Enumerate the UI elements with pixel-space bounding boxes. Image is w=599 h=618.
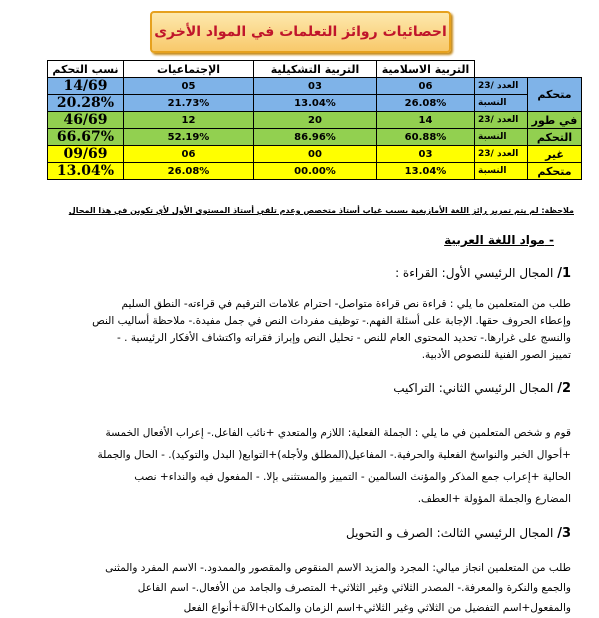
section-title: مواد اللغة العربية: [444, 233, 545, 247]
value-cell: 05: [124, 78, 254, 95]
row-label: العدد /23: [475, 146, 528, 163]
category-label: التحكم: [528, 129, 582, 146]
table-row: [48, 163, 582, 180]
value-cell: 21.73%: [124, 95, 254, 112]
field-title: المجال الرئيسي الأول: القراءة :: [395, 266, 554, 280]
value-cell: 52.19%: [124, 129, 254, 146]
total-cell: 20.28%: [48, 95, 124, 112]
body-line: والمفعول+اسم التفضيل من الثلاثي وغير الثلاثي+اسم الزمان والمكان+الآلة+أنواع الفعل: [183, 602, 571, 614]
value-cell: 06: [124, 146, 254, 163]
row-label: العدد /23: [475, 78, 528, 95]
total-cell: 14/69: [48, 78, 124, 95]
field-number: 3/: [557, 526, 571, 541]
header-art-education: التربية التشكيلية: [254, 61, 377, 78]
value-cell: 86.96%: [254, 129, 377, 146]
table-row: [48, 146, 582, 163]
value-cell: 06: [377, 78, 475, 95]
row-label: النسبة: [475, 163, 528, 180]
field-2-body: [26, 422, 571, 510]
body-line: والجمع والنكرة والمعرفة.- المصدر الثلاثي وغير الثلاثي+ المتصرف والجامد من الأفعال.- اسم الفاعل: [137, 582, 571, 594]
field-1-heading: [395, 266, 571, 281]
total-cell: 46/69: [48, 112, 124, 129]
body-line: المضارع والجملة المؤولة +العطف.: [417, 493, 571, 505]
body-line: +أحوال الخبر والنواسخ الفعلية والحرفية.- المفاعيل(المطلق ولأجله)+التوابع( البدل والتوكيد). - الحال والجملة: [97, 449, 571, 461]
value-cell: 13.04%: [377, 163, 475, 180]
total-cell: 09/69: [48, 146, 124, 163]
table-row: [48, 112, 582, 129]
field-3-heading: [346, 526, 571, 541]
value-cell: 14: [377, 112, 475, 129]
body-line: طلب من المتعلمين انجاز ميالي: المجرد والمزيد الاسم المنقوص والمقصور والممدود.- الاسم المفرد والمثنى: [105, 562, 571, 574]
field-number: 2/: [557, 381, 571, 396]
body-line: قوم و شخص المتعلمين في ما يلي : الجملة الفعلية: اللازم والمتعدي +نائب الفاعل.- إعراب الأفعال الخمسة: [105, 427, 571, 439]
page-title: احصائيات روائز التعلمات في المواد الأخرى: [154, 24, 447, 40]
total-cell: 66.67%: [48, 129, 124, 146]
value-cell: 26.08%: [377, 95, 475, 112]
page-title-banner: [150, 11, 451, 53]
header-social-studies: الإجتماعيات: [124, 61, 254, 78]
row-label: العدد /23: [475, 112, 528, 129]
value-cell: 26.08%: [124, 163, 254, 180]
field-title: المجال الرئيسي الثالث: الصرف و التحويل: [345, 526, 554, 540]
category-label: في طور: [528, 112, 582, 129]
category-label: متحكم: [528, 163, 582, 180]
section-heading: - مواد اللغة العربية: [444, 233, 554, 247]
category-label: متحكم: [528, 78, 582, 112]
row-label: النسبة: [475, 95, 528, 112]
field-3-body: [26, 558, 571, 618]
table-row: [48, 95, 582, 112]
total-cell: 13.04%: [48, 163, 124, 180]
field-2-heading: [393, 381, 571, 396]
table-row: [48, 129, 582, 146]
value-cell: 12: [124, 112, 254, 129]
note-text: ملاحظة: لم يتم تمرير رائز اللغة الأمازيغية بسبب غياب أستاذ متخصص وعدم تلقي أستاذ المستوى الأول لأي تكوين في هذا المجال: [68, 206, 574, 215]
body-line: وإعطاء الحروف حقها. الإجابة على أسئلة الفهم.- توظيف مفردات النص في جمل مفيدة.- ملاحظة أساليب النص: [92, 315, 571, 327]
table-row: [48, 78, 582, 95]
header-islamic-education: التربية الاسلامية: [377, 61, 475, 78]
row-label: النسبة: [475, 129, 528, 146]
value-cell: 20: [254, 112, 377, 129]
field-number: 1/: [557, 266, 571, 281]
table-header-row: [48, 61, 582, 78]
field-1-body: [26, 296, 571, 364]
value-cell: 03: [254, 78, 377, 95]
category-label: غير: [528, 146, 582, 163]
body-line: تمييز الصور الفنية للنصوص الأدبية.: [421, 349, 571, 361]
header-mastery-rate: نسب التحكم: [48, 61, 124, 78]
value-cell: 13.04%: [254, 95, 377, 112]
value-cell: 03: [377, 146, 475, 163]
value-cell: 60.88%: [377, 129, 475, 146]
value-cell: 00.00%: [254, 163, 377, 180]
body-line: طلب من المتعلمين ما يلي : قراءة نص قراءة متواصل- احترام علامات الترقيم في قراءته- النطق السليم: [121, 298, 571, 310]
value-cell: 00: [254, 146, 377, 163]
body-line: الحالية +إعراب جمع المذكر والمؤنث السالمين - التمييز والمستثنى بإلا. - المفعول فيه والنداء+ نصب: [134, 471, 571, 483]
statistics-table: [47, 60, 582, 180]
field-title: المجال الرئيسي الثاني: التراكيب: [393, 381, 554, 395]
body-line: والنسج على غرارها.- تحديد المحتوى العام للنص - تحليل النص وإبراز فقراته واكتشاف الأفكار الرئيسية . -: [117, 332, 571, 344]
